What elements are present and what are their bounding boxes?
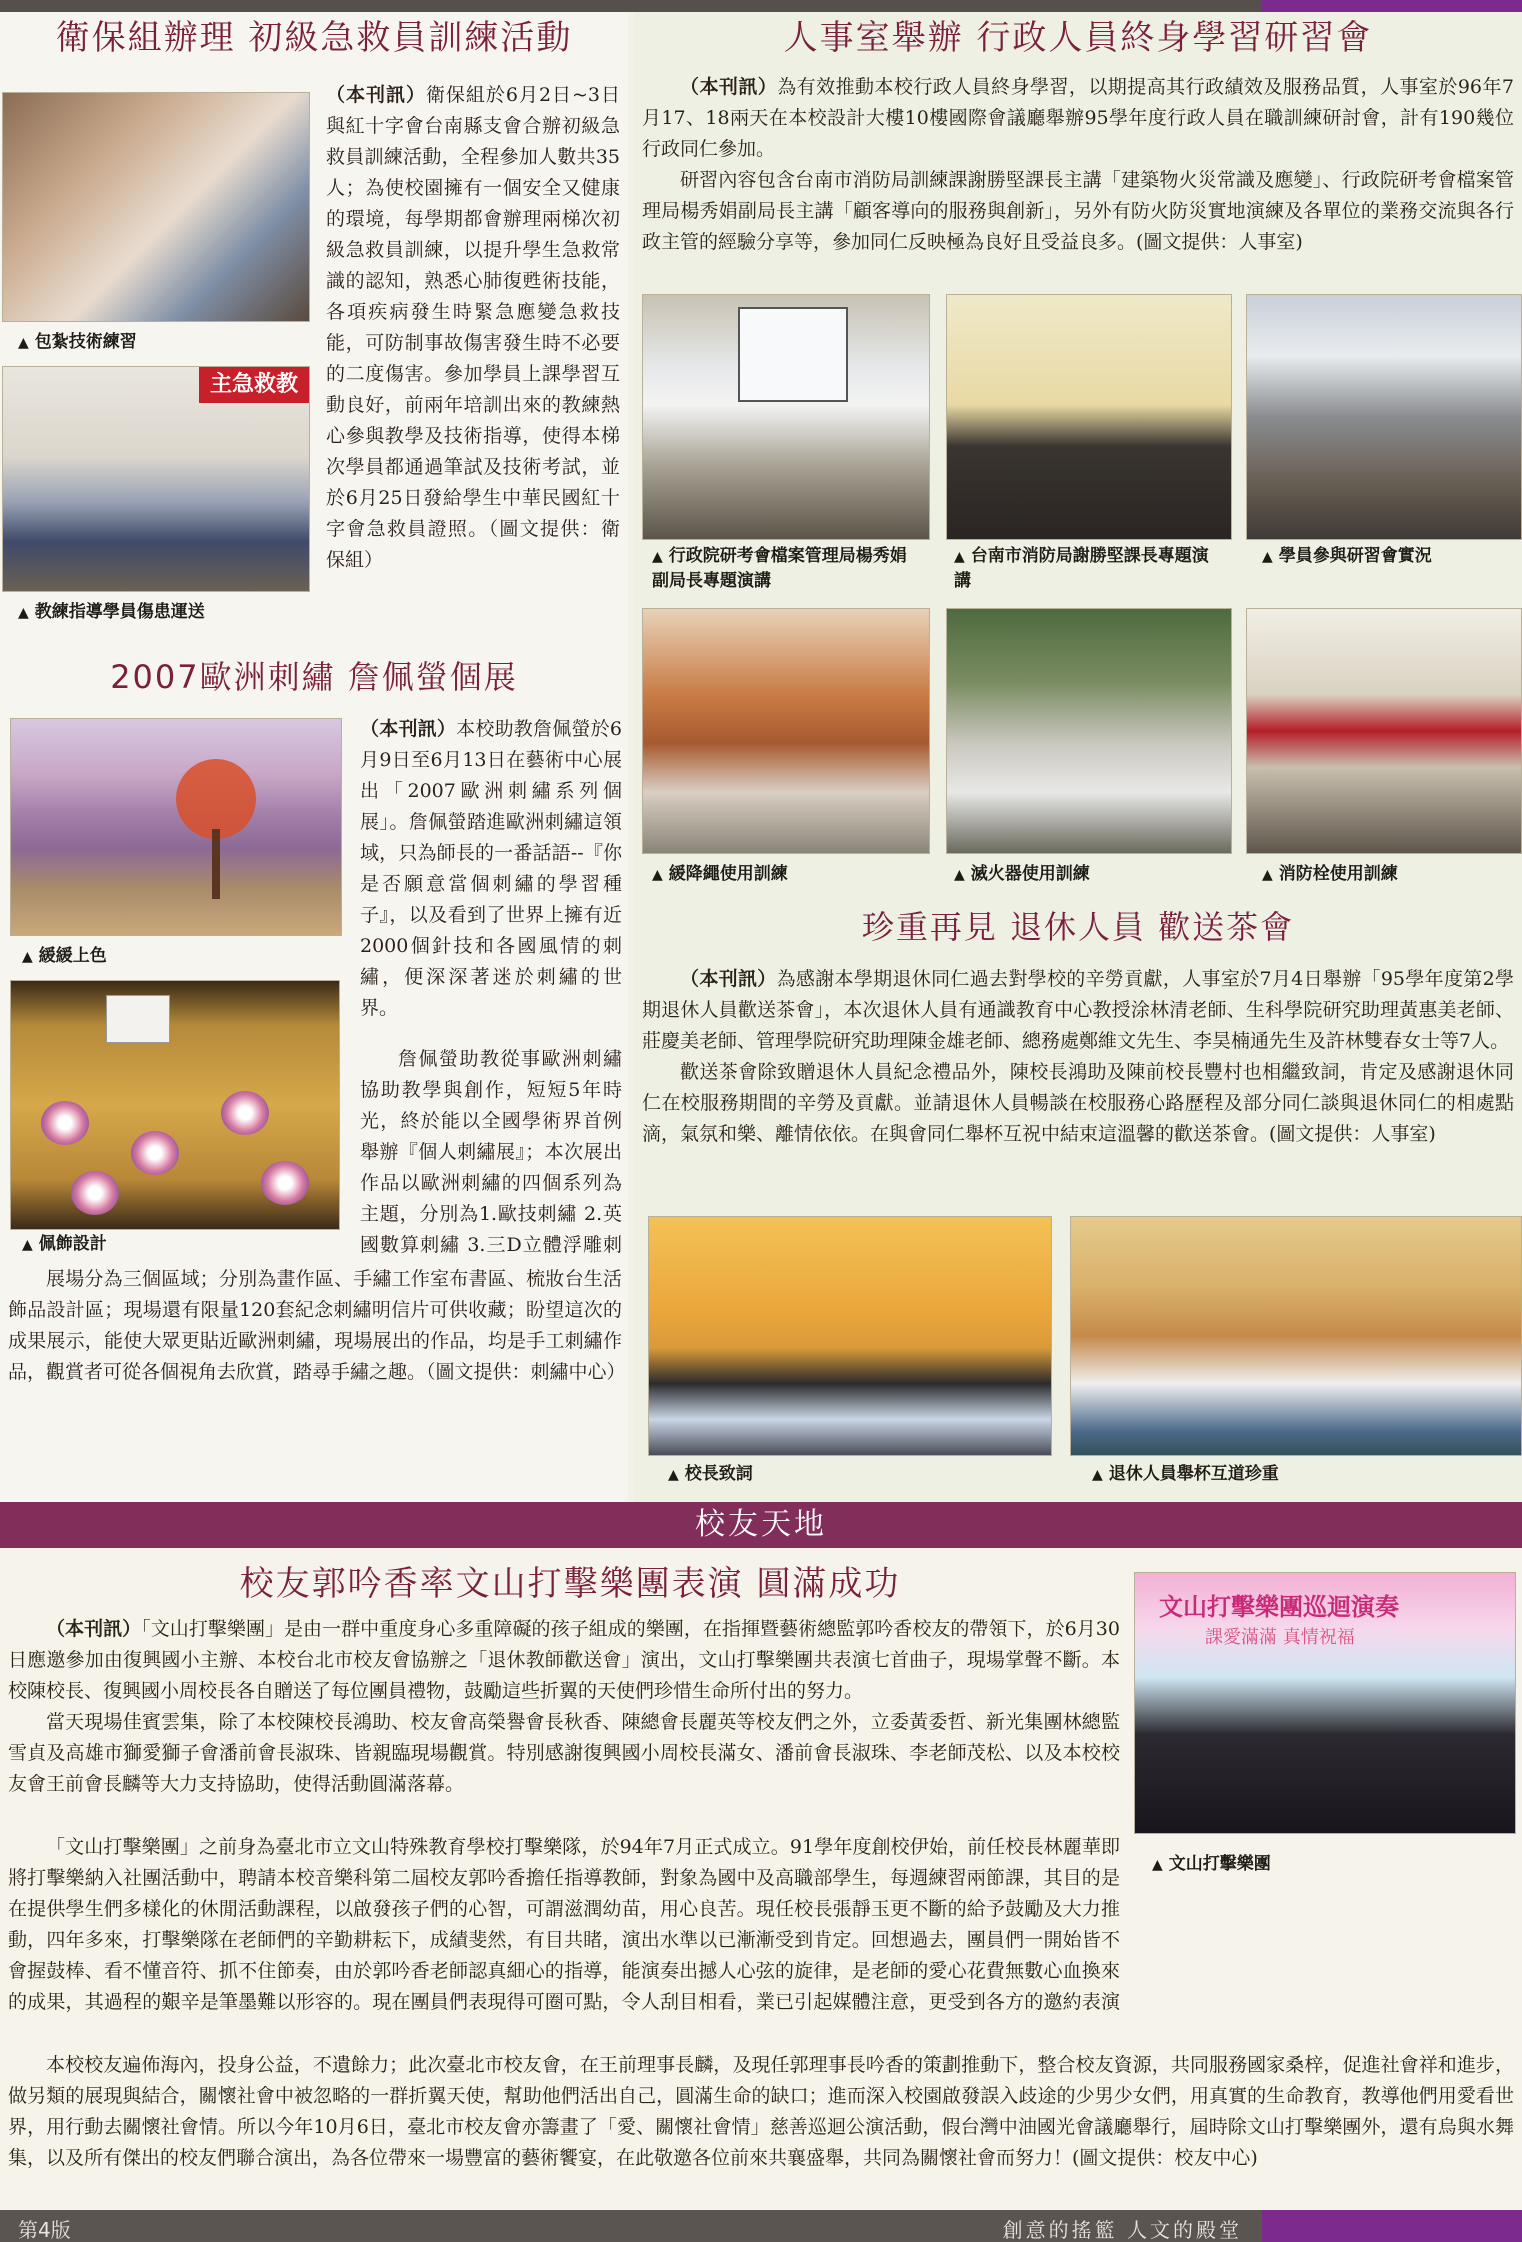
triangle-icon: ▲ — [668, 1467, 679, 1483]
ornament-piece — [131, 1131, 179, 1175]
caption-text: 文山打擊樂團 — [1168, 1854, 1271, 1874]
alumni-article-bottom — [8, 2050, 1514, 2174]
caption-text: 佩飾設計 — [38, 1234, 107, 1254]
embroidery-article-mid — [360, 1044, 622, 1264]
embroidery-title: 2007歐洲刺繡 詹佩螢個展 — [110, 658, 518, 696]
caption-text: 校長致詞 — [684, 1464, 753, 1484]
caption-text: 緩降繩使用訓練 — [668, 864, 788, 884]
triangle-icon: ▲ — [1092, 1467, 1103, 1483]
embroidery-body-1: 本校助教詹佩螢於6月9日至6月13日在藝術中心展出「2007歐洲刺繡系列個展」。詹佩螢踏進歐洲刺繡這領域，只為師長的一番話語--『你是否願意當個刺繡的學習種子』，以及看到了世界上擁有近2000個針技和各國風情的刺繡，便深深著迷於刺繡的世界。 — [360, 718, 622, 1019]
photo-hr-rope-training — [642, 608, 930, 854]
photo-bandage-practice — [2, 92, 310, 322]
alumni-body-2: 當天現場佳賓雲集，除了本校陳校長鴻助、校友會高榮譽會長秋香、陳總會長麗英等校友們之外，立委黃委哲、新光集團林總監雪貞及高雄市獅愛獅子會潘前會長淑珠、皆親臨現場觀賞。特別感謝復興國小周校長滿女、潘前會長淑珠、李老師茂松、以及本校校友會王前會長麟等大力支持協助，使得活動圓滿落幕。 — [8, 1711, 1120, 1795]
section-band-alumni: 校友天地 — [0, 1502, 1522, 1548]
lead-tag: （本刊訊） — [46, 1618, 142, 1640]
caption-text: 退休人員舉杯互道珍重 — [1108, 1464, 1279, 1484]
photo-wenshan-band — [1134, 1572, 1516, 1834]
footer-motto: 創意的搖籃 人文的殿堂 — [1002, 2218, 1242, 2242]
caption-text: 學員參與研習會實況 — [1278, 546, 1432, 566]
caption-hr-2 — [954, 544, 1224, 593]
embroidery-article-top — [360, 714, 622, 1024]
caption-text: 消防栓使用訓練 — [1278, 864, 1398, 884]
caption-text: 行政院研考會檔案管理局楊秀娟副局長專題演講 — [652, 546, 907, 591]
photo-retiree-toast — [1070, 1216, 1522, 1456]
photo-banner-text: 主急救教 — [199, 367, 309, 403]
photo-hr-extinguisher — [946, 608, 1232, 854]
retirement-title: 珍重再見 退休人員 歡送茶會 — [861, 908, 1295, 946]
triangle-icon: ▲ — [18, 605, 29, 621]
hr-body-1: 為有效推動本校行政人員終身學習，以期提高其行政績效及服務品質，人事室於96年7月17、18兩天在本校設計大樓10樓國際會議廳舉辦95學年度行政人員在職訓練研討會，計有190幾位行政同仁參加。 — [642, 76, 1514, 160]
alumni-body-4: 本校校友遍佈海內，投身公益，不遺餘力；此次臺北市校友會，在王前理事長麟，及現任郭理事長吟香的策劃推動下，整合校友資源，共同服務國家桑梓，促進社會祥和進步，做另類的展現與結合，關懷社會中被忽略的一群折翼天使，幫助他們活出自己，圓滿生命的缺口；進而深入校園啟發誤入歧途的少男少女們，用真實的生命教育，教導他們用愛看世界，用行動去關懷社會情。所以今年10月6日，臺北市校友會亦籌畫了「愛、關懷社會情」慈善巡迴公演活動，假台灣中油國光會議廳舉行，屆時除文山打擊樂團外，還有烏與水舞集，以及所有傑出的校友們聯合演出，為各位帶來一場豐富的藝術饗宴，在此敬邀各位前來共襄盛舉，共同為關懷社會而努力！(圖文提供：校友中心) — [8, 2054, 1514, 2169]
page-number: 第4版 — [18, 2218, 71, 2242]
alumni-title: 校友郭吟香率文山打擊樂團表演 圓滿成功 — [239, 1564, 901, 1604]
triangle-icon: ▲ — [1262, 549, 1273, 565]
caption-hr-4 — [652, 862, 788, 887]
caption-bandage-practice — [18, 330, 137, 355]
caption-coloring — [22, 944, 107, 969]
first-aid-title: 衛保組辦理 初級急救員訓練活動 — [55, 18, 573, 58]
photo-hr-hydrant — [1246, 608, 1522, 854]
caption-text: 教練指導學員傷患運送 — [34, 602, 205, 622]
triangle-icon: ▲ — [18, 335, 29, 351]
triangle-icon: ▲ — [954, 549, 965, 565]
triangle-icon: ▲ — [954, 867, 965, 883]
caption-ornament — [22, 1232, 107, 1257]
photo-hr-lecture-1 — [642, 294, 930, 540]
retirement-body-2: 歡送茶會除致贈退休人員紀念禮品外，陳校長鴻助及陳前校長豐村也相繼致詞，肯定及感謝退休同仁在校服務期間的辛勞及貢獻。並請退休人員暢談在校服務心路歷程及部分同仁談與退休同仁的相處點滴，氣氛和樂、離情依依。在與會同仁舉杯互祝中結束這溫馨的歡送茶會。(圖文提供：人事室) — [642, 1061, 1514, 1145]
caption-principal-speech — [668, 1462, 753, 1487]
embroidery-body-2: 詹佩螢助教從事歐洲刺繡協助教學與創作，短短5年時光，終於能以全國學術界首例舉辦『個人刺繡展』；本次展出作品以歐洲刺繡的四個系列為主題，分別為1.歐技刺繡 2.英國數算刺繡 3.三D立體浮雕刺 — [360, 1048, 622, 1256]
alumni-article-top — [8, 1614, 1120, 1800]
caption-text: 台南市消防局謝勝堅課長專題演講 — [954, 546, 1209, 591]
ornament-piece — [261, 1161, 309, 1205]
alumni-body-1: 「文山打擊樂團」是由一群中重度身心多重障礙的孩子組成的樂團，在指揮暨藝術總監郭吟香校友的帶領下，於6月30日應邀參加由復興國小主辦、本校台北市校友會協辦之「退休教師歡送會」演出，文山打擊樂團共表演七首曲子，現場掌聲不斷。本校陳校長、復興國小周校長各自贈送了每位團員禮物，鼓勵這些折翼的天使們珍惜生命所付出的努力。 — [8, 1618, 1120, 1702]
ornament-piece — [41, 1101, 89, 1145]
caption-text: 滅火器使用訓練 — [970, 864, 1090, 884]
photo-band-title: 文山打擊樂團巡迴演奏 — [1159, 1593, 1399, 1621]
caption-retiree-toast — [1092, 1462, 1279, 1487]
triangle-icon: ▲ — [1152, 1857, 1163, 1873]
alumni-article-mid — [8, 1832, 1120, 2018]
caption-hr-1 — [652, 544, 922, 593]
photo-embroidery-landscape — [10, 718, 342, 936]
caption-wenshan-band — [1152, 1852, 1271, 1877]
photo-band-subtitle: 課愛滿滿 真情祝福 — [1205, 1627, 1355, 1648]
tree-canopy — [176, 759, 256, 839]
first-aid-article — [326, 80, 620, 576]
caption-hr-6 — [1262, 862, 1398, 887]
photo-principal-speech — [648, 1216, 1052, 1456]
embroidery-body-3: 展場分為三個區域；分別為畫作區、手繡工作室布書區、梳妝台生活飾品設計區；現場還有限量120套紀念刺繡明信片可供收藏；盼望這次的成果展示，能使大眾更貼近歐洲刺繡，現場展出的作品，均是手工刺繡作品，觀賞者可從各個視角去欣賞，踏尋手繡之趣。（圖文提供：刺繡中心） — [8, 1268, 626, 1383]
alumni-body-3: 「文山打擊樂團」之前身為臺北市立文山特殊教育學校打擊樂隊，於94年7月正式成立。91學年度創校伊始，前任校長林麗華即將打擊樂納入社團活動中，聘請本校音樂科第二屆校友郭吟香擔任指導教師，對象為國中及高職部學生，每週練習兩節課，其目的是在提供學生們多樣化的休閒活動課程，以啟發孩子們的心智，可謂滋潤幼苗，用心良苦。現任校長張靜玉更不斷的給予鼓勵及大力推動，四年多來，打擊樂隊在老師們的辛勤耕耘下，成績斐然，有目共睹，演出水準以已漸漸受到肯定。回想過去，團員們一開始皆不會握鼓棒、看不懂音符、抓不住節奏，由於郭吟香老師認真細心的指導，能演奏出撼人心弦的旋律，是老師的愛心花費無數心血換來的成果，其過程的艱辛是筆墨難以形容的。現在團員們表現得可圈可點，令人刮目相看，業已引起媒體注意，更受到各方的邀約表演 — [8, 1836, 1120, 2013]
photo-coach-guidance — [2, 366, 310, 592]
hr-body-2: 研習內容包含台南市消防局訓練課謝勝堅課長主講「建築物火災常識及應變」、行政院研考會檔案管理局楊秀娟副局長主講「顧客導向的服務與創新」，另外有防火防災實地演練及各單位的業務交流與各行政主管的經驗分享等，參加同仁反映極為良好且受益良多。(圖文提供：人事室) — [642, 169, 1514, 253]
lead-tag: （本刊訊） — [680, 76, 778, 98]
photo-hr-audience — [1246, 294, 1522, 540]
caption-text: 緩緩上色 — [38, 946, 107, 966]
triangle-icon: ▲ — [22, 1237, 33, 1253]
hr-training-article — [642, 72, 1514, 258]
hr-training-title: 人事室舉辦 行政人員終身學習研習會 — [783, 18, 1373, 58]
ornament-piece — [71, 1171, 119, 1215]
photo-hr-lecture-2 — [946, 294, 1232, 540]
lead-tag: （本刊訊） — [360, 718, 457, 740]
projection-screen — [738, 307, 848, 402]
embroidery-article-bottom — [8, 1264, 626, 1388]
retirement-body-1: 為感謝本學期退休同仁過去對學校的辛勞貢獻，人事室於7月4日舉辦「95學年度第2學期退休人員歡送茶會」，本次退休人員有通識教育中心教授涂林清老師、生科學院研究助理黃惠美老師、莊慶美老師、管理學院研究助理陳金雄老師、總務處鄭維文先生、李昊楠通先生及許林雙春女士等7人。 — [642, 968, 1514, 1052]
triangle-icon: ▲ — [652, 867, 663, 883]
caption-hr-3 — [1262, 544, 1512, 569]
label-card — [106, 995, 170, 1043]
tree-trunk — [212, 829, 220, 899]
ornament-piece — [221, 1091, 269, 1135]
triangle-icon: ▲ — [1262, 867, 1273, 883]
lead-tag: （本刊訊） — [680, 968, 777, 990]
triangle-icon: ▲ — [652, 549, 663, 565]
first-aid-body: 衛保組於6月2日~3日與紅十字會台南縣支會合辦初級急救員訓練活動，全程參加人數共35人；為使校園擁有一個安全又健康的環境，每學期都會辦理兩梯次初級急救員訓練，以提升學生急救常識的認知，熟悉心肺復甦術技能，各項疾病發生時緊急應變急救技能，可防制事故傷害發生時不必要的二度傷害。參加學員上課學習互動良好，前兩年培訓出來的教練熱心參與教學及技術指導，使得本梯次學員都通過筆試及技術考試，並於6月25日發給學生中華民國紅十字會急救員證照。（圖文提供：衛保組） — [326, 84, 620, 571]
page-footer — [0, 2210, 1522, 2242]
triangle-icon: ▲ — [22, 949, 33, 965]
caption-hr-5 — [954, 862, 1090, 887]
photo-ornament-design — [10, 980, 340, 1230]
retirement-article — [642, 964, 1514, 1150]
caption-coach-guidance — [18, 600, 205, 625]
lead-tag: （本刊訊） — [326, 84, 426, 106]
caption-text: 包紮技術練習 — [34, 332, 137, 352]
footer-accent — [1262, 2210, 1522, 2242]
